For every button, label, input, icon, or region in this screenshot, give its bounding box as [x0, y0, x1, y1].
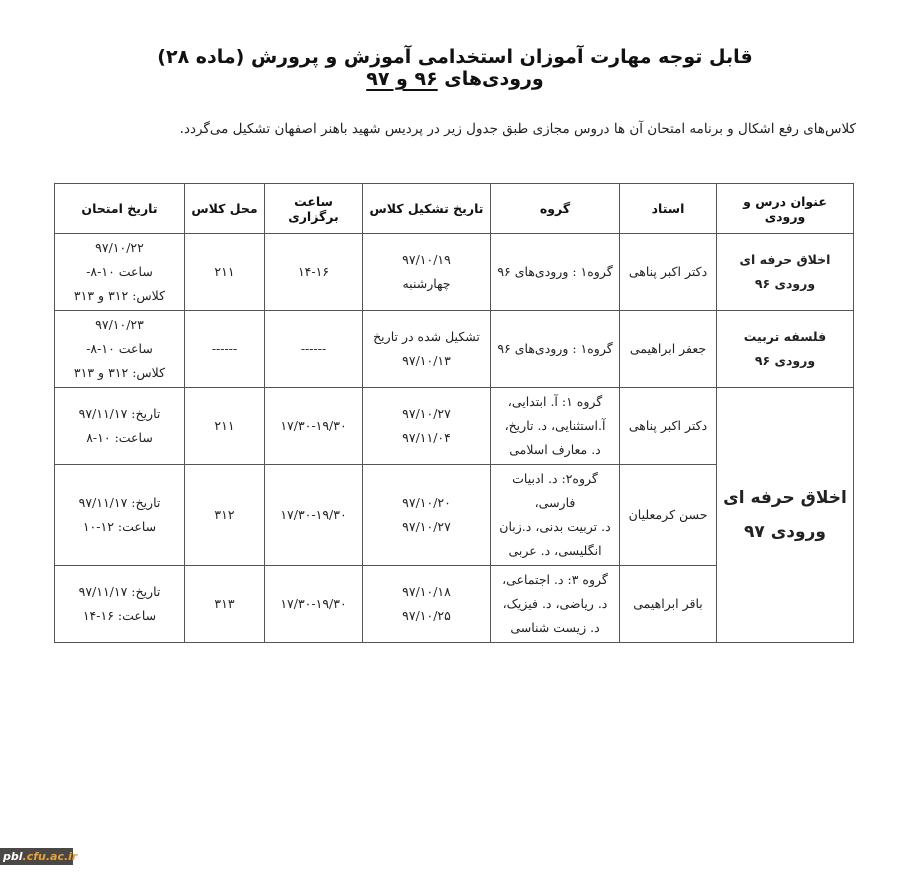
room-cell: ۳۱۳	[185, 566, 265, 643]
group-line: گروه۱ : ورودی‌های ۹۶	[497, 341, 613, 356]
time-cell: ۱۷/۳۰-۱۹/۳۰	[265, 388, 363, 465]
group-line: د. معارف اسلامی	[509, 442, 601, 457]
instructor-cell: باقر ابراهیمی	[620, 566, 717, 643]
exam-cell	[55, 311, 185, 388]
course-cell	[717, 311, 854, 388]
header-class-date: تاریخ تشکیل کلاس	[363, 184, 491, 234]
class-date-line: ۹۷/۱۰/۲۷	[402, 519, 451, 534]
class-date-line: ۹۷/۱۰/۱۳	[402, 353, 451, 368]
table-row	[55, 234, 854, 311]
site-watermark	[0, 848, 78, 865]
watermark-domain: .cfu.ac.ir	[22, 850, 78, 863]
group-line: آ.استثنایی، د. تاریخ،	[504, 418, 606, 433]
header-instructor: استاد	[620, 184, 717, 234]
exam-line: ۹۷/۱۰/۲۳	[95, 317, 144, 332]
group-cell	[491, 465, 620, 566]
exam-line: کلاس: ۳۱۲ و ۳۱۳	[73, 288, 166, 303]
course-name: اخلاق حرفه ای	[739, 252, 831, 267]
watermark-prefix: pbl	[3, 850, 23, 863]
class-date-line: ۹۷/۱۱/۰۴	[402, 430, 451, 445]
intro-paragraph: کلاس‌های رفع اشکال و برنامه امتحان آن ها دروس مجازی طبق جدول زیر در پردیس شهید باهنر اصفهان تشکیل می‌گردد.	[179, 121, 856, 137]
group-line: د. تربیت بدنی، د.زبان	[499, 519, 611, 534]
course-cell	[717, 388, 854, 643]
exam-line: ساعت ۱۰-۸-	[86, 341, 153, 356]
exam-cell	[55, 566, 185, 643]
group-cell	[491, 566, 620, 643]
class-date-cell	[363, 311, 491, 388]
group-line: گروه۲: د. ادبیات فارسی،	[512, 471, 598, 510]
group-line: گروه ۳: د. اجتماعی،	[502, 572, 608, 587]
exam-line: ساعت: ۱۰-۸	[86, 430, 153, 445]
exam-line: ساعت ۱۰-۸-	[86, 264, 153, 279]
schedule-table	[54, 183, 854, 643]
class-date-cell	[363, 465, 491, 566]
group-line: گروه۱ : ورودی‌های ۹۶	[497, 264, 613, 279]
exam-line: کلاس: ۳۱۲ و ۳۱۳	[73, 365, 166, 380]
group-line: د. زیست شناسی	[510, 620, 600, 635]
table-header-row	[55, 184, 854, 234]
header-room: محل کلاس	[185, 184, 265, 234]
table-row	[55, 388, 854, 465]
exam-line: ساعت: ۱۶-۱۴	[82, 608, 157, 623]
class-date-cell	[363, 388, 491, 465]
course-cohort: ورودی ۹۶	[754, 353, 816, 368]
table-row	[55, 311, 854, 388]
class-date-line: تشکیل شده در تاریخ	[373, 329, 480, 344]
page-title-main: قابل توجه مهارت آموزان استخدامی آموزش و پرورش (ماده ۲۸) ورودی‌های	[157, 46, 753, 90]
time-cell: ۱۷/۳۰-۱۹/۳۰	[265, 566, 363, 643]
time-cell: ۱۴-۱۶	[265, 234, 363, 311]
exam-line: تاریخ: ۹۷/۱۱/۱۷	[78, 406, 161, 421]
course-name: فلسفه تربیت	[743, 329, 827, 344]
exam-line: ۹۷/۱۰/۲۲	[95, 240, 144, 255]
course-cell	[717, 234, 854, 311]
exam-line: ساعت: ۱۲-۱۰	[82, 519, 157, 534]
exam-cell	[55, 388, 185, 465]
group-line: د. ریاضی، د. فیزیک،	[502, 596, 608, 611]
room-cell: ۲۱۱	[185, 388, 265, 465]
header-exam: تاریخ امتحان	[55, 184, 185, 234]
exam-line: تاریخ: ۹۷/۱۱/۱۷	[78, 584, 161, 599]
group-cell	[491, 234, 620, 311]
group-line: انگلیسی، د. عربی	[508, 543, 602, 558]
class-date-line: ۹۷/۱۰/۱۸	[402, 584, 451, 599]
page-title	[130, 46, 780, 90]
page-title-years: ۹۶ و ۹۷	[366, 68, 438, 90]
header-group: گروه	[491, 184, 620, 234]
group-line: گروه ۱: آ. ابتدایی،	[507, 394, 603, 409]
exam-cell	[55, 234, 185, 311]
exam-line: تاریخ: ۹۷/۱۱/۱۷	[78, 495, 161, 510]
instructor-cell: حسن کرمعلیان	[620, 465, 717, 566]
room-cell: ۲۱۱	[185, 234, 265, 311]
room-cell: ۳۱۲	[185, 465, 265, 566]
course-cohort: ورودی ۹۷	[744, 522, 826, 542]
header-course: عنوان درس و ورودی	[717, 184, 854, 234]
instructor-cell: دکتر اکبر پناهی	[620, 388, 717, 465]
group-cell	[491, 311, 620, 388]
exam-cell	[55, 465, 185, 566]
time-cell: ------	[265, 311, 363, 388]
instructor-cell: جعفر ابراهیمی	[620, 311, 717, 388]
class-date-line: ۹۷/۱۰/۱۹	[402, 252, 451, 267]
class-date-line: ۹۷/۱۰/۲۷	[402, 406, 451, 421]
group-cell	[491, 388, 620, 465]
course-cohort: ورودی ۹۶	[754, 276, 816, 291]
class-date-line: چهارشنبه	[402, 276, 451, 291]
class-date-line: ۹۷/۱۰/۲۰	[402, 495, 451, 510]
class-date-line: ۹۷/۱۰/۲۵	[402, 608, 451, 623]
instructor-cell: دکتر اکبر پناهی	[620, 234, 717, 311]
header-time: ساعت برگزاری	[265, 184, 363, 234]
time-cell: ۱۷/۳۰-۱۹/۳۰	[265, 465, 363, 566]
room-cell: ------	[185, 311, 265, 388]
class-date-cell	[363, 234, 491, 311]
course-name: اخلاق حرفه ای	[723, 488, 847, 508]
class-date-cell	[363, 566, 491, 643]
